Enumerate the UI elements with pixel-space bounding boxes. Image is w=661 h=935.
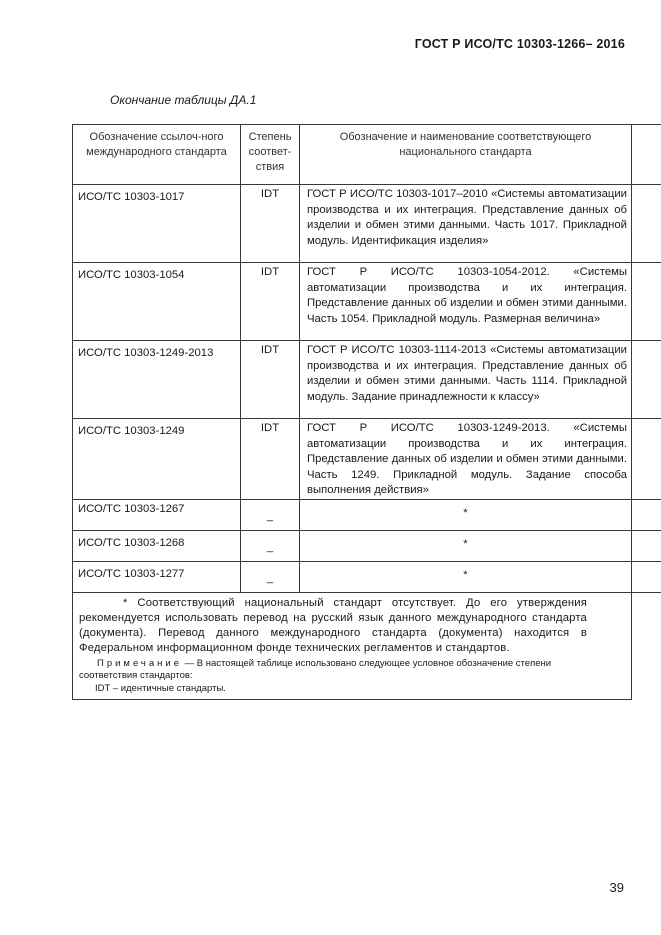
cell-extra [632, 263, 661, 341]
cell-ref: ИСО/ТС 10303-1268 [73, 530, 241, 561]
cell-degree: IDT [241, 263, 300, 341]
cell-extra [632, 561, 661, 592]
footnote-row [73, 592, 661, 699]
header-degree: Степень соответ-ствия [241, 125, 300, 185]
cell-extra [632, 341, 661, 419]
footnote-text: * Соответствующий национальный стандарт отсутствует. До его утверждения рекомендуется использовать перевод на русский язык данного международного стандарта (документа). Перевод данного международного стандарта (документа) находится в Федеральном информационном фонде технических регламентов и стандартов. [79, 596, 587, 654]
cell-national: ГОСТ Р ИСО/ТС 10303-1054-2012. «Системы автоматизации производства и их интеграция. Представление данных об изделии и обмен этими данными. Часть 1054. Прикладной модуль. Размерная величина» [300, 263, 632, 341]
cell-ref: ИСО/ТС 10303-1277 [73, 561, 241, 592]
footnote-cell [73, 592, 632, 699]
cell-degree: _ [241, 499, 300, 530]
cell-degree: _ [241, 530, 300, 561]
cell-ref: ИСО/ТС 10303-1267 [73, 499, 241, 530]
table-row [73, 341, 661, 419]
note [79, 658, 587, 682]
cell-degree: IDT [241, 419, 300, 500]
cell-extra [632, 592, 661, 699]
cell-national: ГОСТ Р ИСО/ТС 10303-1017–2010 «Системы автоматизации производства и их интеграция. Представление данных об изделии и обмен этими данными. Часть 1017. Прикладной модуль. Идентификация изделия» [300, 185, 632, 263]
cell-extra [632, 419, 661, 500]
cell-degree: IDT [241, 185, 300, 263]
standards-table [72, 124, 661, 700]
cell-ref: ИСО/ТС 10303-1054 [73, 263, 241, 341]
cell-national: ГОСТ Р ИСО/ТС 10303-1249-2013. «Системы автоматизации производства и их интеграция. Представление данных об изделии и обмен этими данными. Часть 1249. Прикладной модуль. Задание способа выполнения действия» [300, 419, 632, 500]
header-extra-column [632, 125, 661, 185]
cell-ref: ИСО/ТС 10303-1017 [73, 185, 241, 263]
legend-text: IDT – идентичные стандарты. [95, 682, 226, 694]
table-row [73, 263, 661, 341]
cell-national: * [300, 561, 632, 592]
cell-national: * [300, 530, 632, 561]
cell-degree: _ [241, 561, 300, 592]
cell-extra [632, 185, 661, 263]
cell-ref: ИСО/ТС 10303-1249-2013 [73, 341, 241, 419]
cell-national: ГОСТ Р ИСО/ТС 10303-1114-2013 «Системы автоматизации производства и их интеграция. Представление данных об изделии и обмен этими данными. Часть 1114. Прикладной модуль. Задание принадлежности к классу» [300, 341, 632, 419]
cell-national: * [300, 499, 632, 530]
table-row [73, 499, 661, 530]
cell-extra [632, 530, 661, 561]
table-row [73, 185, 661, 263]
note-label: Примечание [97, 657, 182, 669]
table-row [73, 561, 661, 592]
header-ref-standard: Обозначение ссылоч-ного международного стандарта [73, 125, 241, 185]
table-row [73, 419, 661, 500]
table-row [73, 530, 661, 561]
cell-ref: ИСО/ТС 10303-1249 [73, 419, 241, 500]
cell-extra [632, 499, 661, 530]
note-text: — В настоящей таблице использовано следующее условное обозначение степени соответствия стандартов: [79, 657, 552, 681]
cell-degree: IDT [241, 341, 300, 419]
table-caption: Окончание таблицы ДА.1 [110, 93, 257, 107]
page-number: 39 [609, 880, 624, 895]
document-header: ГОСТ Р ИСО/ТС 10303-1266– 2016 [414, 37, 625, 51]
table-header-row [73, 125, 661, 185]
header-national-standard: Обозначение и наименование соответствующего национального стандарта [300, 125, 632, 185]
